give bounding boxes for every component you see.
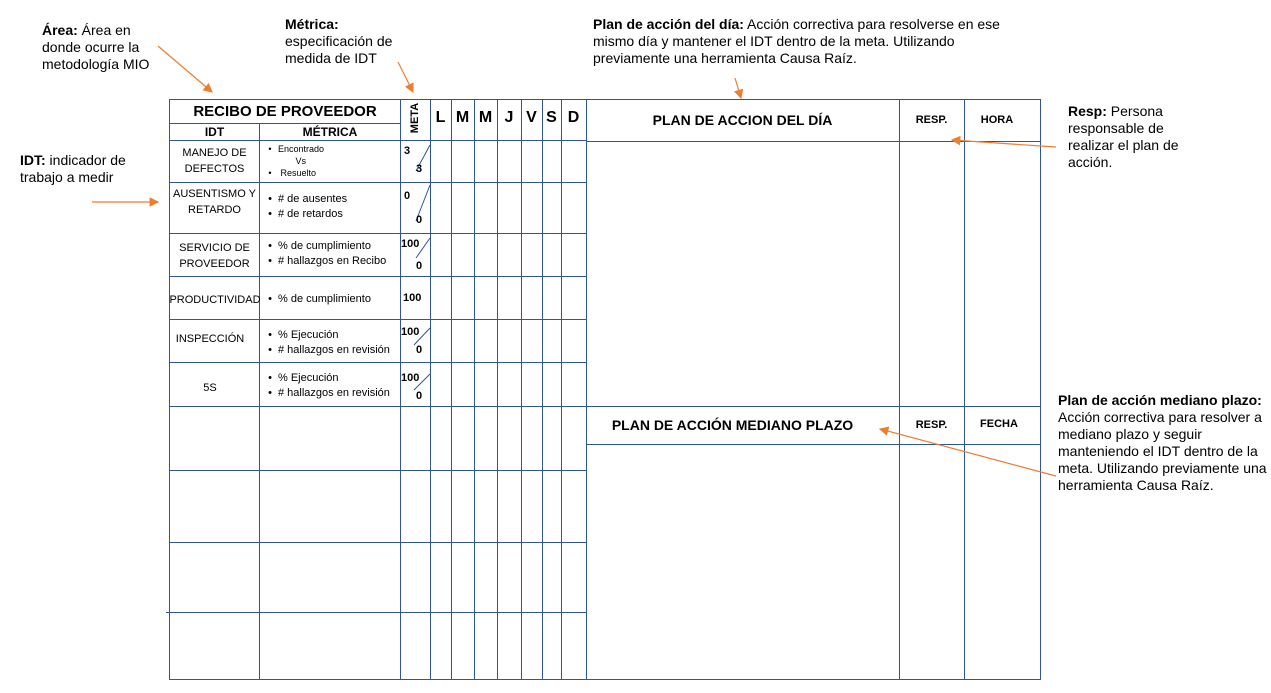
annotation-plan-dia-text: Acción correctiva para resolverse en ese mismo día y mantener el IDT dentro de la meta. Utilizando previamente una herramienta Causa Raíz. <box>593 16 1000 66</box>
arrow-area <box>158 46 212 92</box>
goal-bottom: 0 <box>416 214 423 226</box>
annotation-plan-mediano <box>1058 392 1268 494</box>
annotation-idt-title: IDT: <box>20 152 46 168</box>
day-header-m2: M <box>478 109 493 126</box>
day-header-l: L <box>435 109 446 126</box>
goal-bottom: 3 <box>416 163 423 175</box>
metric-inspeccion: • % Ejecución • # hallazgos en revisión <box>268 329 390 356</box>
metric-text: # hallazgos en Recibo <box>278 255 387 267</box>
goal-bottom: 0 <box>416 344 423 356</box>
metric-text: % Ejecución <box>278 372 339 384</box>
annotation-resp <box>1068 103 1208 171</box>
goal-top: 3 <box>404 145 411 157</box>
col-meta-header: META <box>409 102 421 134</box>
idt-servicio-proveedor: SERVICIO DE PROVEEDOR <box>179 242 250 270</box>
goal-bottom: 0 <box>416 260 423 272</box>
annotation-plan-mediano-text: Acción correctiva para resolver a mediano plazo y seguir manteniendo el IDT dentro de la meta. Utilizando previamente una herramienta Causa Raíz. <box>1058 409 1267 493</box>
annotation-plan-mediano-title: Plan de acción mediano plazo: <box>1058 392 1262 408</box>
metric-text: % de cumplimiento <box>278 240 371 252</box>
metric-text: Resuelto <box>280 168 317 178</box>
goal-top: 100 <box>401 326 420 338</box>
day-header-d: D <box>567 109 580 126</box>
goal-top: 100 <box>401 372 420 384</box>
metric-text: Encontrado <box>278 144 325 154</box>
goal-top: 0 <box>404 190 411 202</box>
metric-text: # de ausentes <box>278 193 348 205</box>
arrow-plan-dia <box>735 78 741 98</box>
metric-text: # hallazgos en revisión <box>278 344 390 356</box>
annotation-area <box>42 22 160 73</box>
metric-ausentismo: • # de ausentes • # de retardos <box>268 193 348 220</box>
annotation-resp-text: Persona responsable de realizar el plan de acción. <box>1068 103 1179 170</box>
col-metrica-header: MÉTRICA <box>302 125 358 139</box>
metric-text: % Ejecución <box>278 329 339 341</box>
day-header-j: J <box>504 109 514 126</box>
day-header-m1: M <box>455 109 470 126</box>
col-idt-header: IDT <box>204 125 225 139</box>
hora-header: HORA <box>980 114 1014 126</box>
metric-manejo-defectos: • Encontrado Vs • Resuelto <box>268 144 325 178</box>
annotation-resp-title: Resp: <box>1068 103 1107 119</box>
arrow-plan-mediano <box>880 429 1056 476</box>
goal-top: 100 <box>403 292 422 304</box>
day-header-s: S <box>546 109 557 126</box>
annotation-metrica <box>285 16 415 67</box>
annotation-idt-text: indicador de trabajo a medir <box>20 152 126 185</box>
metric-text: # hallazgos en revisión <box>278 387 390 399</box>
idt-productividad: PRODUCTIVIDAD <box>169 294 261 306</box>
resp-header-dia: RESP. <box>915 114 948 126</box>
day-header-v: V <box>526 109 537 126</box>
idt-5s: 5S <box>203 382 217 394</box>
resp-header-mediano: RESP. <box>915 419 948 431</box>
board-title: RECIBO DE PROVEEDOR <box>193 103 377 120</box>
metric-text: # de retardos <box>278 208 343 220</box>
annotation-metrica-text: especificación de medida de IDT <box>285 33 393 66</box>
plan-dia-header: PLAN DE ACCION DEL DÍA <box>652 112 833 128</box>
fecha-header: FECHA <box>980 418 1018 430</box>
annotation-plan-dia-title: Plan de acción del día: <box>593 16 744 32</box>
annotation-area-text: Área en donde ocurre la metodología MIO <box>42 22 150 72</box>
idt-inspeccion: INSPECCIÓN <box>175 333 245 345</box>
metric-text: % de cumplimiento <box>278 293 371 305</box>
goal-bottom: 0 <box>416 390 423 402</box>
annotation-idt <box>20 152 150 186</box>
goal-top: 100 <box>401 238 420 250</box>
metric-5s: • % Ejecución • # hallazgos en revisión <box>268 372 390 399</box>
plan-mediano-header: PLAN DE ACCIÓN MEDIANO PLAZO <box>611 417 854 433</box>
metric-productividad: • % de cumplimiento <box>268 293 371 305</box>
annotation-area-title: Área: <box>42 22 78 38</box>
metric-text: Vs <box>295 156 307 166</box>
metric-servicio-proveedor: • % de cumplimiento • # hallazgos en Recibo <box>268 240 387 267</box>
annotation-plan-dia <box>593 16 1008 67</box>
idt-ausentismo: AUSENTISMO Y RETARDO <box>173 188 256 216</box>
idt-manejo-defectos: MANEJO DE DEFECTOS <box>182 147 247 175</box>
annotation-metrica-title: Métrica: <box>285 16 339 32</box>
